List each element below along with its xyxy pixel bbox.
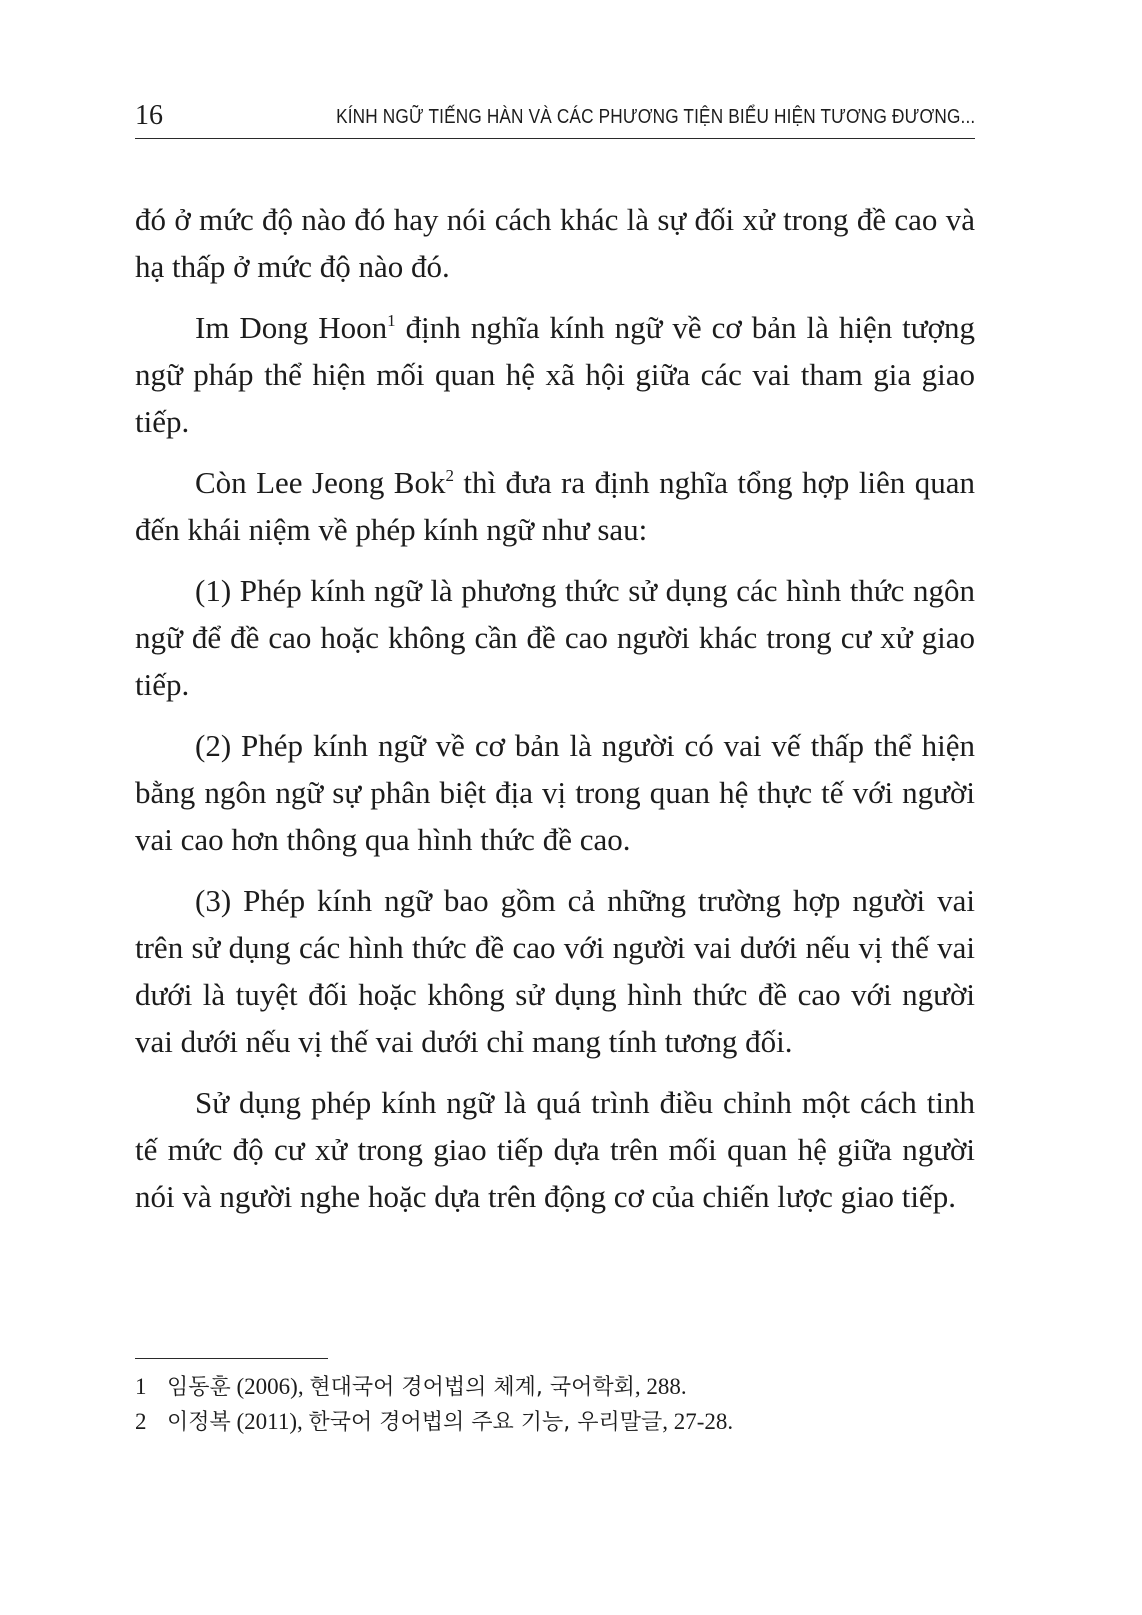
paragraph-summary: Sử dụng phép kính ngữ là quá trình điều chỉnh một cách tinh tế mức độ cư xử trong giao tiếp dựa trên mối quan hệ giữa người nói và người nghe hoặc dựa trên động cơ của chiến lược giao tiếp. bbox=[135, 1085, 975, 1214]
footnotes bbox=[135, 1370, 975, 1440]
definition-item-3: (3) Phép kính ngữ bao gồm cả những trường hợp người vai trên sử dụng các hình thức đề cao với người vai dưới nếu vị thế vai dưới là tuyệt đối hoặc không sử dụng hình thức đề cao với người vai dưới nếu vị thế vai dưới chỉ mang tính tương đối. bbox=[135, 883, 975, 1059]
footnote-ref-1[interactable]: 1 bbox=[387, 311, 396, 330]
paragraph-continuation: đó ở mức độ nào đó hay nói cách khác là sự đối xử trong đề cao và hạ thấp ở mức độ nào đó. bbox=[135, 202, 975, 284]
footnote-pages: , 27-28. bbox=[662, 1409, 734, 1434]
definition-item-1: (1) Phép kính ngữ là phương thức sử dụng các hình thức ngôn ngữ để đề cao hoặc không cần đề cao người khác trong cư xử giao tiếp. bbox=[135, 573, 975, 702]
paragraph-im-dong-hoon bbox=[135, 304, 975, 445]
paragraph-text: thì đưa ra định nghĩa tổng hợp liên quan đến khái niệm về phép kính ngữ như sau: bbox=[135, 465, 975, 547]
footnote-divider bbox=[135, 1358, 328, 1359]
footnote-title: 현대국어 경어법의 체계, 국어학회 bbox=[309, 1375, 635, 1400]
footnote-year: (2006), bbox=[230, 1374, 310, 1399]
footnote-2 bbox=[135, 1405, 975, 1440]
paragraph-text: định nghĩa kính ngữ về cơ bản là hiện tượng ngữ pháp thể hiện mối quan hệ xã hội giữa các vai tham gia giao tiếp. bbox=[135, 310, 975, 439]
footnote-number: 1 bbox=[135, 1374, 147, 1399]
paragraph-lee-jeong-bok bbox=[135, 459, 975, 553]
footnote-author: 임동훈 bbox=[167, 1375, 231, 1400]
footnote-title: 한국어 경어법의 주요 기능, 우리말글 bbox=[308, 1410, 663, 1435]
footnote-author: 이정복 bbox=[167, 1410, 231, 1435]
footnote-1 bbox=[135, 1370, 975, 1405]
running-header bbox=[135, 98, 975, 139]
footnote-ref-2[interactable]: 2 bbox=[445, 466, 454, 485]
footnote-pages: , 288. bbox=[634, 1374, 687, 1399]
footnote-number: 2 bbox=[135, 1409, 147, 1434]
definition-item-2: (2) Phép kính ngữ về cơ bản là người có vai vế thấp thể hiện bằng ngôn ngữ sự phân biệt địa vị trong quan hệ thực tế với người vai cao hơn thông qua hình thức đề cao. bbox=[135, 728, 975, 857]
running-title: KÍNH NGỮ TIẾNG HÀN VÀ CÁC PHƯƠNG TIỆN BIỂU HIỆN TƯƠNG ĐƯƠNG... bbox=[335, 106, 975, 128]
paragraph-text: Im Dong Hoon bbox=[195, 310, 388, 345]
page-number: 16 bbox=[135, 100, 163, 131]
body-text bbox=[135, 196, 975, 1234]
footnote-year: (2011), bbox=[230, 1409, 309, 1434]
paragraph-text: Còn Lee Jeong Bok bbox=[195, 465, 446, 500]
